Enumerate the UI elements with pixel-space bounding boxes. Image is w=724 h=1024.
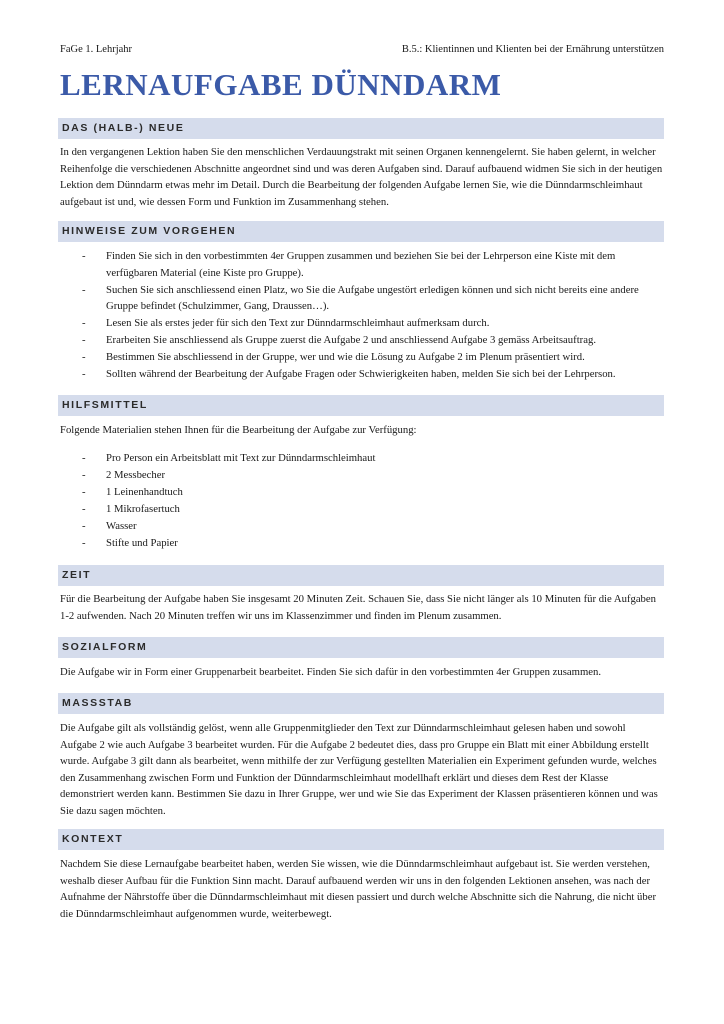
- bullet-dash: -: [82, 486, 86, 498]
- bullet-dash: -: [82, 334, 86, 346]
- list-item: [60, 248, 664, 281]
- section-text-kontext: Nachdem Sie diese Lernaufgabe bearbeitet haben, werden Sie wissen, wie die Dünndarmschleimhaut aufgebaut ist. Sie werden verstehen, weshalb dieser Aufbau für die Funktion Sinn macht. Darauf aufbauend werden wir uns in den folgenden Lektionen ansehen, was nach der Aufnahme der Nährstoffe über die Dünndarmschleimhaut mit diesen passiert und durch welche Abschnitte sich die Nahrung, die nicht über die Dünndarmschleimhaut aufgenommen wurde, weiterbewegt.: [60, 858, 657, 920]
- list-item: [60, 501, 664, 518]
- list-item: [60, 332, 664, 349]
- page-title: LERNAUFGABE DÜNNDARM: [60, 67, 502, 102]
- list-item-text: Lesen Sie als erstes jeder für sich den Text zur Dünndarmschleimhaut aufmerksam durch.: [106, 317, 490, 329]
- section-intro-hilfsmittel: Folgende Materialien stehen Ihnen für die Bearbeitung der Aufgabe zur Verfügung:: [60, 424, 417, 436]
- page-header: [60, 44, 664, 56]
- bullet-dash: -: [82, 452, 86, 464]
- section-heading-hinweise: HINWEISE ZUM VORGEHEN: [58, 221, 664, 242]
- list-item: [60, 315, 664, 332]
- bullet-dash: -: [82, 351, 86, 363]
- list-item: [60, 282, 664, 315]
- section-text-massstab: Die Aufgabe gilt als vollständig gelöst, wenn alle Gruppenmitglieder den Text zur Dünndarmschleimhaut gelesen haben und sowohl Aufgabe 2 wie auch Aufgabe 3 bearbeitet wurden. Für die Aufgabe 2 bedeutet dies, dass pro Gruppe ein Blatt mit einer Abbildung erstellt wurde. Aufgabe 3 gilt dann als bearbeitet, wenn mithilfe der zur Verfügung gestellten Materialien ein Experiment gefunden wurde, welches den Zusammenhang zwischen Form und Funktion der Dünndarmschleimhaut modellhaft erklärt und dieses dem Rest der Klasse demonstriert werden kann. Bestimmen Sie dazu in Ihrer Gruppe, wer und wie Sie das Experiment der Klassen präsentieren können und was Sie dazu sagen möchten.: [60, 722, 658, 817]
- list-item: [60, 518, 664, 535]
- list-item-text: Bestimmen Sie abschliessend in der Gruppe, wer und wie die Lösung zu Aufgabe 2 im Plenum präsentiert wird.: [106, 351, 585, 363]
- bullet-dash: -: [82, 250, 86, 262]
- header-right: B.5.: Klientinnen und Klienten bei der Ernährung unterstützen: [401, 44, 664, 55]
- list-item-text: Pro Person ein Arbeitsblatt mit Text zur Dünndarmschleimhaut: [106, 452, 376, 464]
- list-item-text: 2 Messbecher: [106, 469, 166, 481]
- section-heading-kontext: KONTEXT: [58, 829, 664, 850]
- list-item: [60, 467, 664, 484]
- section-text-sozialform: Die Aufgabe wir in Form einer Gruppenarbeit bearbeitet. Finden Sie sich dafür in den vorbestimmten 4er Gruppen zusammen.: [60, 666, 602, 678]
- bullet-dash: -: [82, 283, 86, 296]
- list-item-text: Finden Sie sich in den vorbestimmten 4er Gruppen zusammen und beziehen Sie bei der Lehrperson eine Kiste mit dem verfügbaren Material (eine Kiste pro Gruppe).: [106, 250, 616, 279]
- list-item: [60, 450, 664, 467]
- list-item-text: Wasser: [106, 520, 137, 532]
- list-item-text: Sollten während der Bearbeitung der Aufgabe Fragen oder Schwierigkeiten haben, melden Sie sich bei der Lehrperson.: [106, 368, 616, 380]
- section-text-zeit: Für die Bearbeitung der Aufgabe haben Sie insgesamt 20 Minuten Zeit. Schauen Sie, dass Sie nicht länger als 10 Minuten für die Aufgaben 1-2 aufwenden. Nach 20 Minuten treffen wir uns im Klassenzimmer und finden im Plenum zusammen.: [60, 593, 656, 622]
- section-text-neue: In den vergangenen Lektion haben Sie den menschlichen Verdauungstrakt mit seinen Organen kennengelernt. Sie haben gelernt, in welcher Reihenfolge die verschiedenen Abschnitte angeordnet sind und was deren Aufgaben sind. Darauf aufbauend widmen Sie sich in der heutigen Lektion dem Dünndarm etwas mehr im Detail. Durch die Bearbeitung der folgenden Aufgabe lernen Sie, wie die Dünndarmschleimhaut aufgebaut ist und, wie dessen Form und Funktion im Zusammenhang stehen.: [60, 146, 663, 208]
- bullet-dash: -: [82, 317, 86, 329]
- bullet-dash: -: [82, 368, 86, 380]
- bullet-dash: -: [82, 503, 86, 515]
- list-item-text: Suchen Sie sich anschliessend einen Platz, wo Sie die Aufgabe ungestört erledigen können und sich nicht bereits eine andere Gruppe befindet (Schulzimmer, Gang, Draussen…).: [106, 283, 639, 312]
- list-item: [60, 535, 664, 552]
- section-heading-sozialform: SOZIALFORM: [58, 637, 664, 658]
- hilfsmittel-list: [60, 450, 664, 552]
- list-item-text: 1 Leinenhandtuch: [106, 486, 183, 498]
- bullet-dash: -: [82, 537, 86, 549]
- header-left: FaGe 1. Lehrjahr: [60, 44, 133, 55]
- list-item-text: Erarbeiten Sie anschliessend als Gruppe zuerst die Aufgabe 2 und anschliessend Aufgabe 3 gemäss Arbeitsauftrag.: [106, 334, 596, 346]
- list-item-text: Stifte und Papier: [106, 537, 178, 549]
- list-item: [60, 366, 664, 383]
- list-item: [60, 349, 664, 366]
- section-heading-neue: DAS (HALB-) NEUE: [58, 118, 664, 139]
- bullet-dash: -: [82, 520, 86, 532]
- section-heading-zeit: ZEIT: [58, 565, 664, 586]
- list-item-text: 1 Mikrofasertuch: [106, 503, 180, 515]
- hinweise-list: [60, 248, 664, 383]
- bullet-dash: -: [82, 469, 86, 481]
- section-heading-massstab: MASSSTAB: [58, 693, 664, 714]
- list-item: [60, 484, 664, 501]
- section-heading-hilfsmittel: HILFSMITTEL: [58, 395, 664, 416]
